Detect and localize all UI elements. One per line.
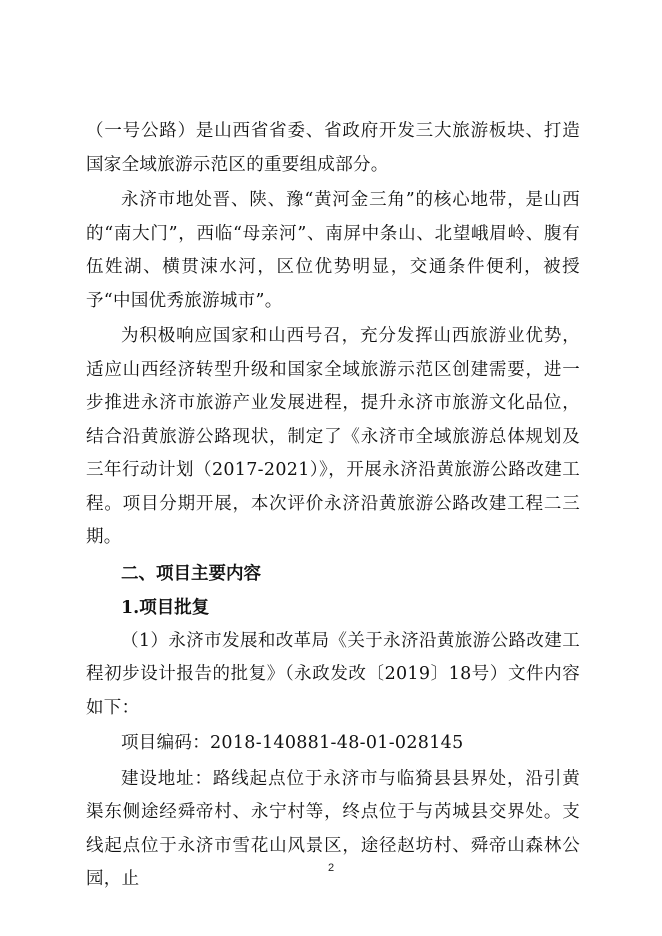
subsection-heading: 1.项目批复 xyxy=(121,597,210,618)
construction-site: 建设地址：路线起点位于永济市与临猗县县界处，沿引黄渠东侧途经舜帝村、永宁村等，终点位于与芮城县交界处。支线起点位于永济市雪花山风景区，途径赵坊村、舜帝山森林公园，止 xyxy=(86,768,580,889)
project-code: 项目编码：2018-140881-48-01-028145 xyxy=(121,733,464,753)
paragraph-1: （一号公路）是山西省省委、省政府开发三大旅游板块、打造国家全域旅游示范区的重要组成部分。 xyxy=(86,121,580,175)
paragraph-2: 永济市地处晋、陕、豫“黄河金三角”的核心地带，是山西的“南大门”，西临“母亲河”、南屏中条山、北望峨眉岭、腹有伍姓湖、横贯涑水河，区位优势明显，交通条件便利，被授予“中国优秀旅游城市”。 xyxy=(86,190,580,311)
document-body xyxy=(86,115,580,897)
paragraph-3: 为积极响应国家和山西号召，充分发挥山西旅游业优势，适应山西经济转型升级和国家全域旅游示范区创建需要，进一步推进永济市旅游产业发展进程，提升永济市旅游文化品位，结合沿黄旅游公路现状，制定了《永济市全域旅游总体规划及三年行动计划（2017-2021）》，开展永济沿黄旅游公路改建工程。项目分期开展，本次评价永济沿黄旅游公路改建工程二三期。 xyxy=(86,326,580,547)
section-heading: 二、项目主要内容 xyxy=(121,563,261,584)
approval-paragraph: （1）永济市发展和改革局《关于永济沿黄旅游公路改建工程初步设计报告的批复》（永政发改〔2019〕18号）文件内容如下： xyxy=(86,630,580,718)
page-number: 2 xyxy=(327,862,335,874)
